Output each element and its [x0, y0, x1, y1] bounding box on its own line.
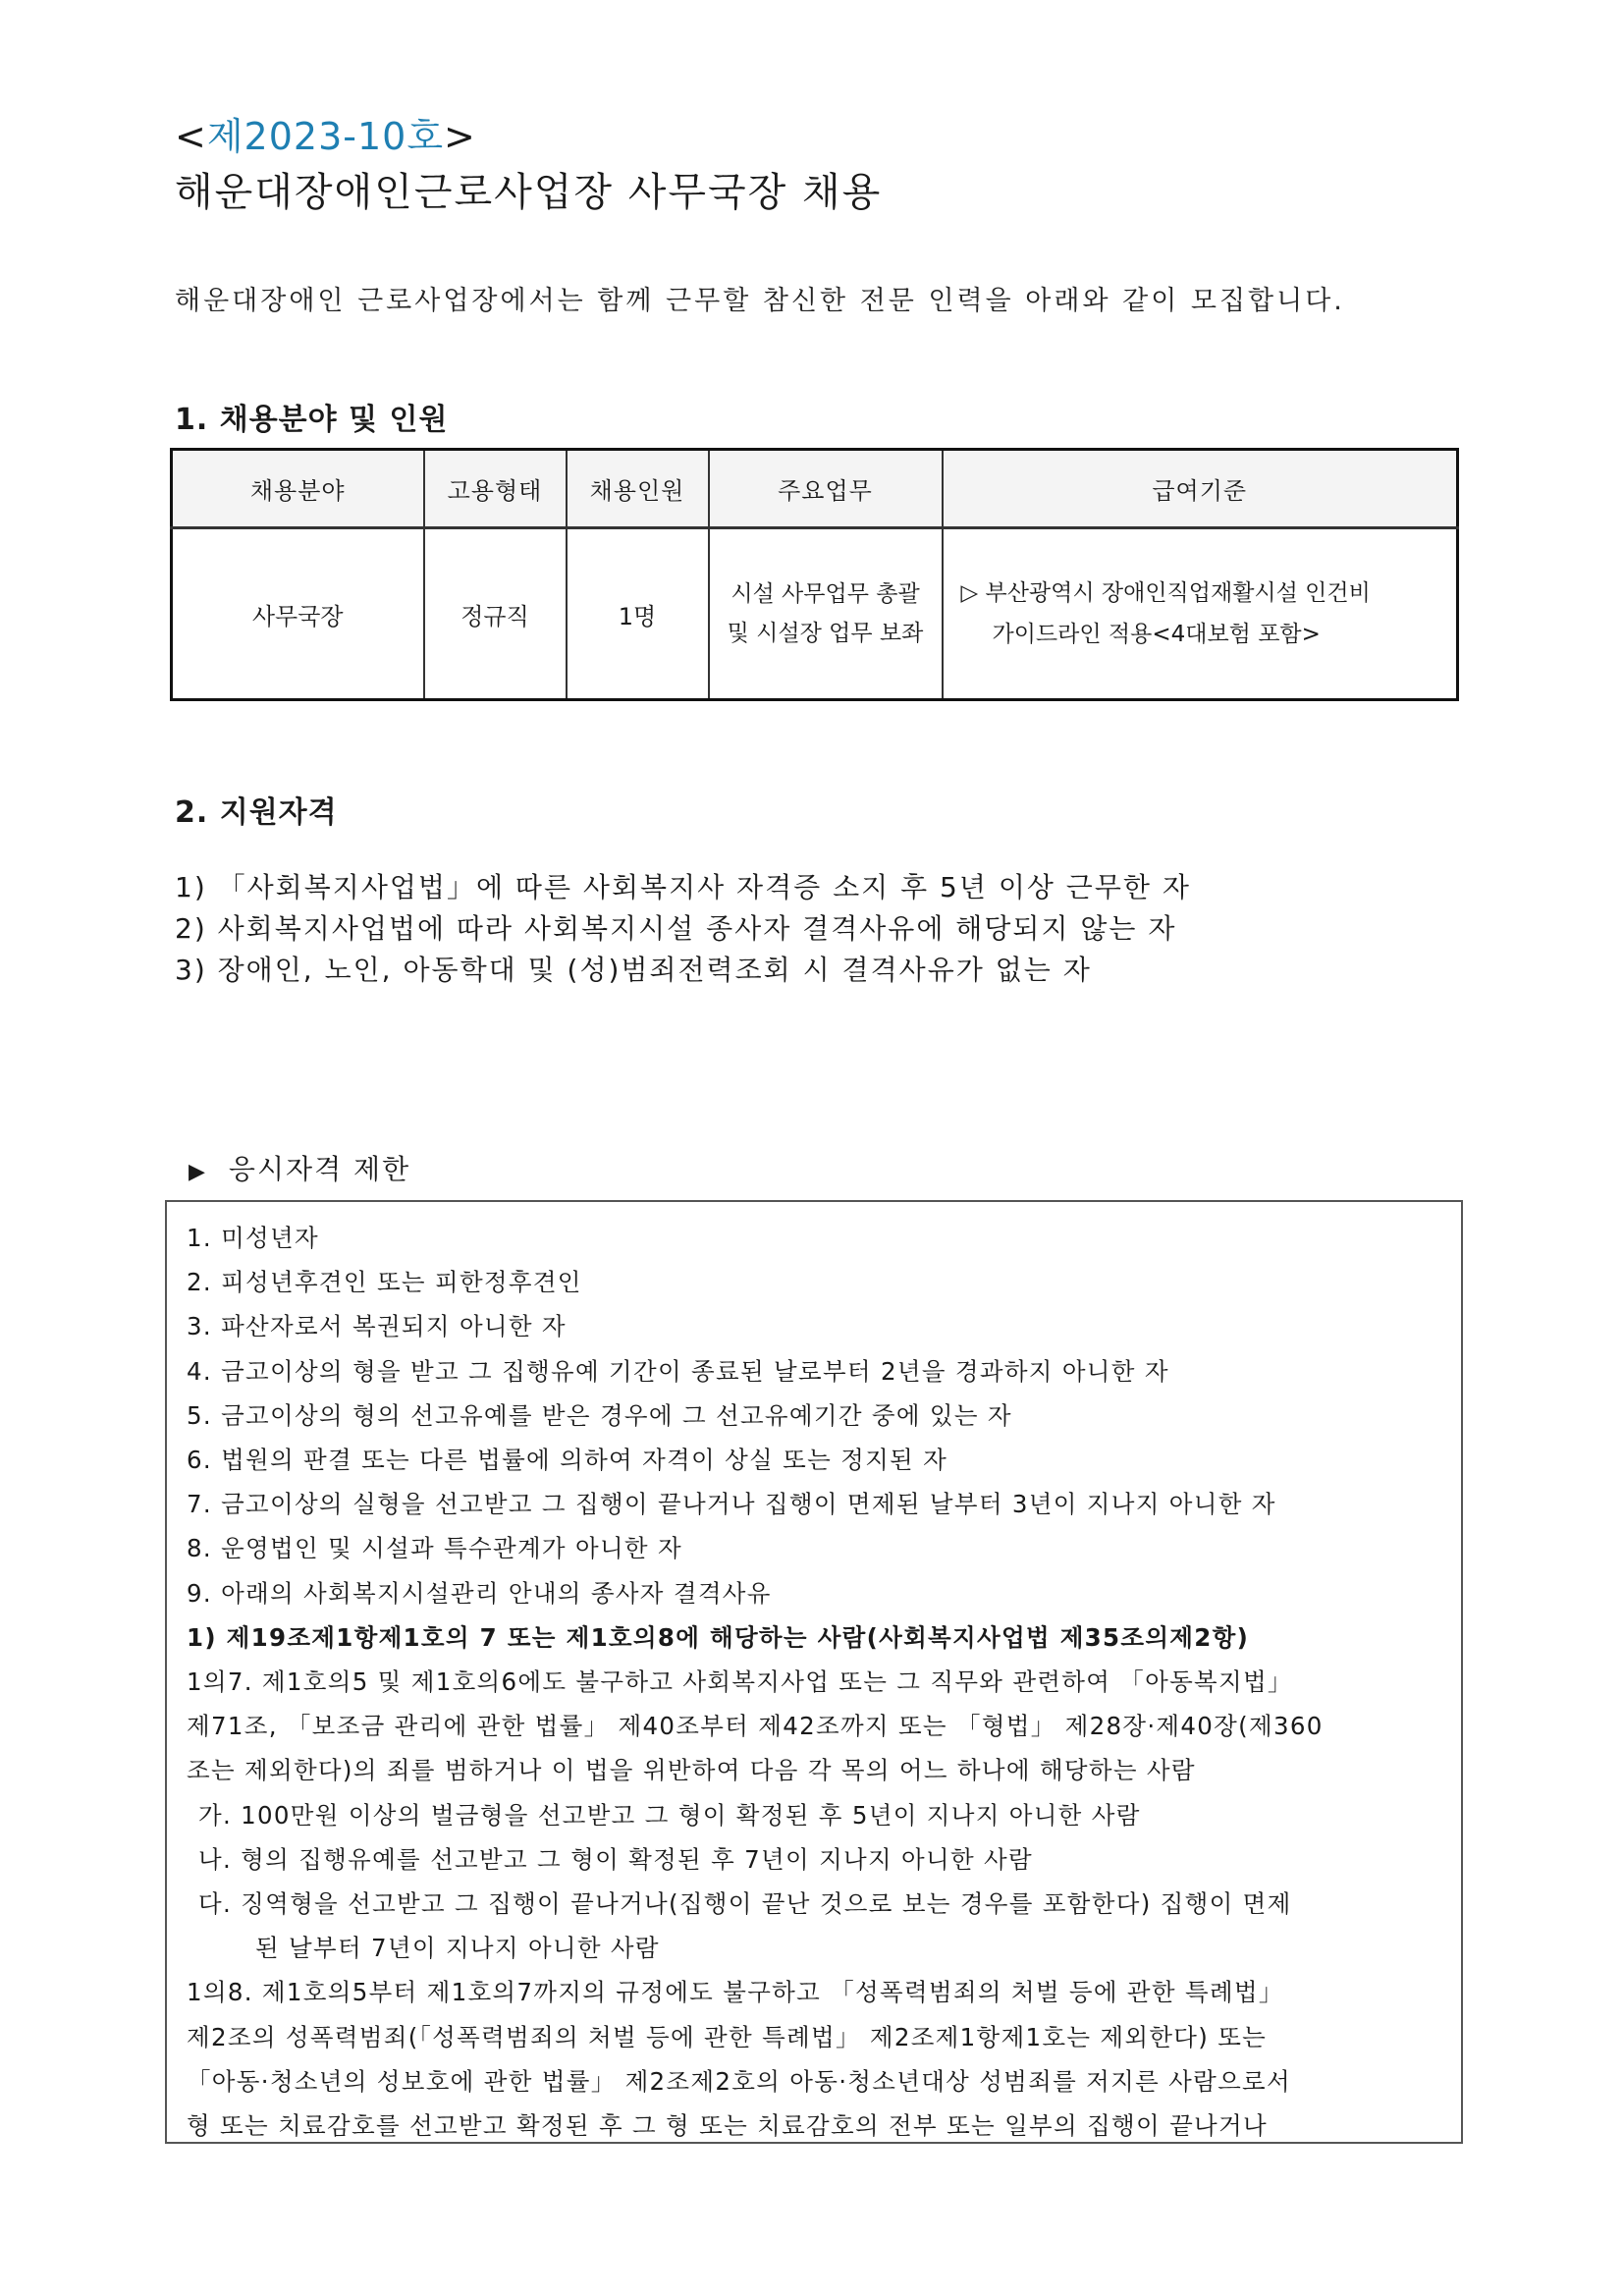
section1-heading: 1. 채용분야 및 인원 — [175, 403, 449, 437]
cell-field: 사무국장 — [172, 528, 424, 700]
list-item: 2. 피성년후견인 또는 피한정후견인 — [187, 1268, 582, 1297]
list-item: 형 또는 치료감호를 선고받고 확정된 후 그 형 또는 치료감호의 전부 또는 일부의 집행이 끝나거나 — [187, 2111, 1268, 2141]
notice-number — [175, 106, 476, 160]
list-item: 1의7. 제1호의5 및 제1호의6에도 불구하고 사회복지사업 또는 그 직무와 관련하여 「아동복지법」 — [187, 1667, 1293, 1697]
list-item: 5. 금고이상의 형의 선고유예를 받은 경우에 그 선고유예기간 중에 있는 자 — [187, 1400, 1012, 1430]
list-item: 7. 금고이상의 실형을 선고받고 그 집행이 끝나거나 집행이 면제된 날부터 3년이 지나지 아니한 자 — [187, 1490, 1276, 1519]
list-item: 4. 금고이상의 형을 받고 그 집행유예 기간이 종료된 날로부터 2년을 경과하지 아니한 자 — [187, 1356, 1169, 1386]
list-item: 3) 장애인, 노인, 아동학대 및 (성)범죄전력조회 시 결격사유가 없는 자 — [175, 954, 1092, 986]
notice-open: < — [175, 115, 207, 158]
list-item: 조는 제외한다)의 죄를 범하거나 이 법을 위반하여 다음 각 목의 어느 하나에 해당하는 사람 — [187, 1756, 1196, 1785]
list-item: 가. 100만원 이상의 벌금형을 선고받고 그 형이 확정된 후 5년이 지나지 아니한 사람 — [198, 1800, 1141, 1830]
table-header-row — [172, 450, 1458, 528]
list-item: 나. 형의 집행유예를 선고받고 그 형이 확정된 후 7년이 지나지 아니한 사람 — [198, 1844, 1033, 1874]
intro-text: 해운대장애인 근로사업장에서는 함께 근무할 참신한 전문 인력을 아래와 같이 모집합니다. — [175, 286, 1345, 316]
list-item: 1) 「사회복지사업법」에 따른 사회복지사 자격증 소지 후 5년 이상 근무한 자 — [175, 871, 1191, 903]
notice-close: > — [444, 115, 476, 158]
qualification-list — [175, 867, 1191, 991]
list-item: 제71조, 「보조금 관리에 관한 법률」 제40조부터 제42조까지 또는 「형법」 제28장·제40장(제360 — [187, 1712, 1324, 1741]
list-item: 6. 법원의 판결 또는 다른 법률에 의하여 자격이 상실 또는 정지된 자 — [187, 1446, 948, 1475]
list-item: 9. 아래의 사회복지시설관리 안내의 종사자 결격사유 — [187, 1578, 772, 1608]
list-item: 다. 징역형을 선고받고 그 집행이 끝나거나(집행이 끝난 것으로 보는 경우를 포함한다) 집행이 면제 — [198, 1889, 1292, 1919]
list-item: 제2조의 성폭력범죄(「성폭력범죄의 처벌 등에 관한 특례법」 제2조제1항제1호는 제외한다) 또는 — [187, 2022, 1268, 2051]
notice-number-text: 제2023-10호 — [206, 115, 445, 158]
restriction-heading-text: 응시자격 제한 — [228, 1153, 411, 1185]
page-title: 해운대장애인근로사업장 사무국장 채용 — [175, 170, 883, 215]
list-item: 1의8. 제1호의5부터 제1호의7까지의 규정에도 불구하고 「성폭력범죄의 처벌 등에 관한 특례법」 — [187, 1978, 1284, 2007]
list-item: 8. 운영법인 및 시설과 특수관계가 아니한 자 — [187, 1534, 682, 1563]
cell-duty — [709, 528, 943, 700]
triangle-right-icon: ▶ — [189, 1160, 207, 1184]
list-item: 3. 파산자로서 복권되지 아니한 자 — [187, 1312, 567, 1341]
header-field: 채용분야 — [172, 450, 424, 528]
header-count: 채용인원 — [567, 450, 709, 528]
recruitment-table — [170, 448, 1459, 701]
table-row — [172, 528, 1458, 700]
cell-type: 정규직 — [424, 528, 567, 700]
list-item: 1) 제19조제1항제1호의 7 또는 제1호의8에 해당하는 사람(사회복지사업법 제35조의제2항) — [187, 1622, 1250, 1652]
section2-heading: 2. 지원자격 — [175, 795, 338, 830]
cell-pay — [943, 528, 1458, 700]
list-item: 된 날부터 7년이 지나지 아니한 사람 — [255, 1934, 660, 1963]
list-item: 1. 미성년자 — [187, 1224, 319, 1252]
duty-line-1: 시설 사무업무 총괄 — [730, 581, 920, 607]
header-type: 고용형태 — [424, 450, 567, 528]
pay-line-2: 가이드라인 적용<4대보험 포함> — [992, 622, 1321, 647]
restriction-heading — [189, 1148, 410, 1187]
list-item: 「아동·청소년의 성보호에 관한 법률」 제2조제2호의 아동·청소년대상 성범죄를 저지른 사람으로서 — [187, 2066, 1291, 2096]
header-duty: 주요업무 — [709, 450, 943, 528]
cell-count: 1명 — [567, 528, 709, 700]
header-pay: 급여기준 — [943, 450, 1458, 528]
duty-line-2: 및 시설장 업무 보좌 — [727, 621, 924, 646]
list-item: 2) 사회복지사업법에 따라 사회복지시설 종사자 결격사유에 해당되지 않는 자 — [175, 912, 1177, 945]
pay-line-1: ▷ 부산광역시 장애인직업재활시설 인건비 — [960, 580, 1371, 606]
restriction-box — [165, 1200, 1463, 2144]
